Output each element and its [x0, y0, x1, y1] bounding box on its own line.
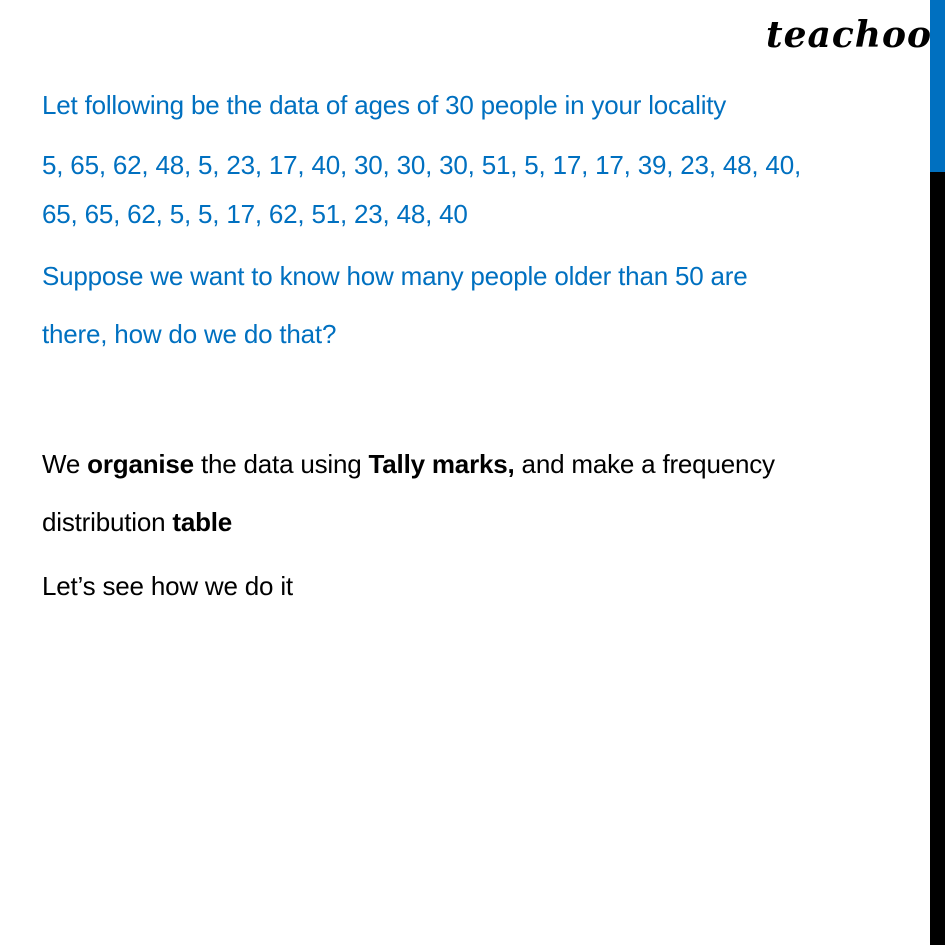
- question-line-1: Suppose we want to know how many people older than 50 are: [42, 261, 748, 291]
- side-accent-bar-black: [930, 172, 945, 945]
- question-line-2: there, how do we do that?: [42, 319, 337, 349]
- answer-text: the data using: [193, 449, 369, 479]
- data-line-1: 5, 65, 62, 48, 5, 23, 17, 40, 30, 30, 30, 51, 5, 17, 17, 39, 23, 48, 40,: [42, 150, 801, 180]
- answer-text: distribution: [42, 507, 173, 537]
- answer-bold-table: table: [172, 507, 233, 537]
- answer-line-2: [42, 507, 232, 538]
- side-accent-bar-blue: [930, 0, 945, 172]
- answer-line-1: [42, 449, 775, 480]
- intro-text: Let following be the data of ages of 30 people in your locality: [42, 90, 727, 120]
- answer-bold-tally: Tally marks,: [368, 449, 515, 479]
- data-line-2: 65, 65, 62, 5, 5, 17, 62, 51, 23, 48, 40: [42, 199, 468, 229]
- answer-text: We: [42, 449, 88, 479]
- answer-text: and make a frequency: [514, 449, 775, 479]
- teachoo-logo: teachoo: [766, 14, 932, 56]
- answer-bold-organise: organise: [87, 449, 194, 479]
- closing-text: Let’s see how we do it: [42, 571, 293, 601]
